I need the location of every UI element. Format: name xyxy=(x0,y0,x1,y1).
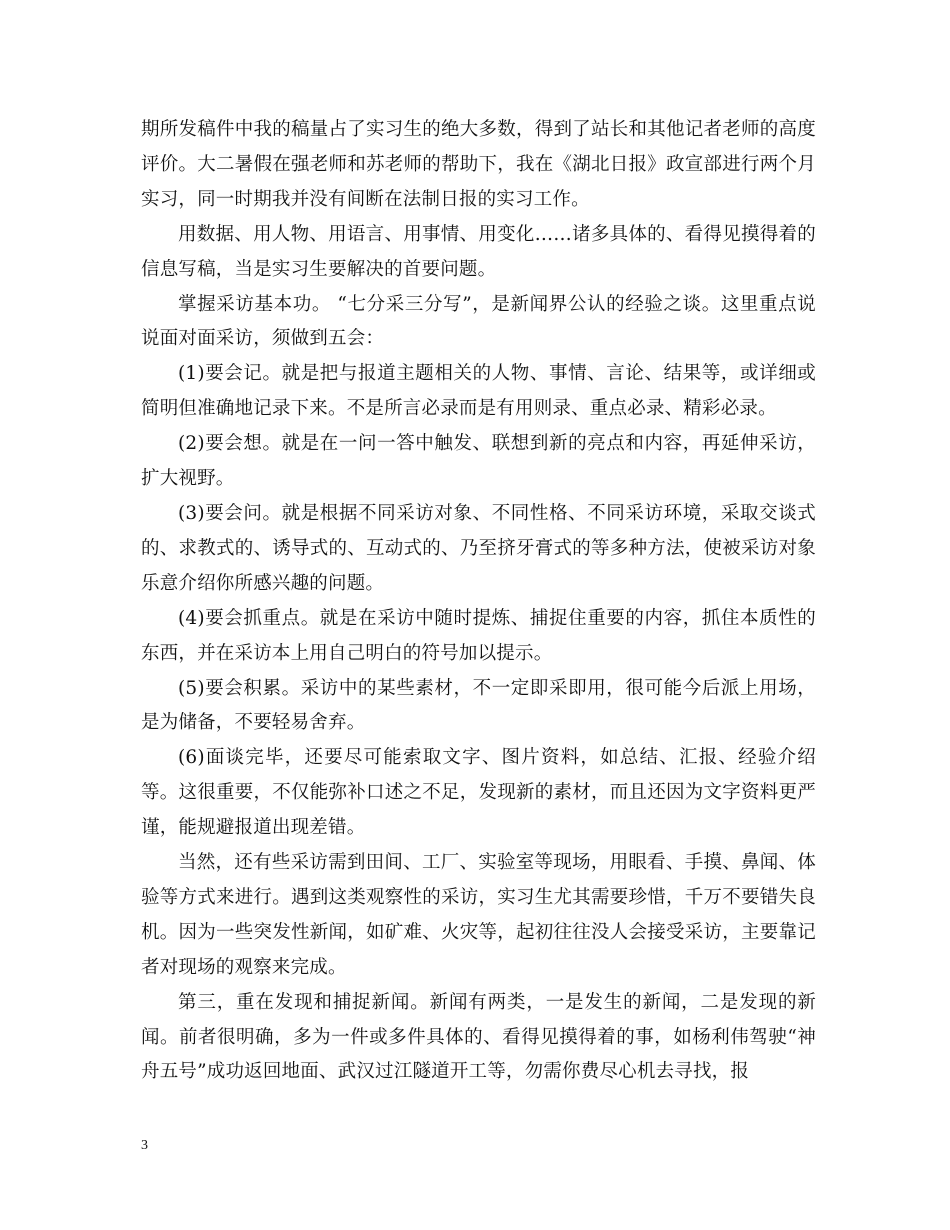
paragraph: 期所发稿件中我的稿量占了实习生的绝大多数，得到了站长和其他记者老师的高度评价。大二暑假在强老师和苏老师的帮助下，我在《湖北日报》政宣部进行两个月实习，同一时期我并没有间断在法制日报的实习工作。 xyxy=(141,119,816,210)
paragraph: 用数据、用人物、用语言、用事情、用变化……诸多具体的、看得见摸得着的信息写稿，当是实习生要解决的首要问题。 xyxy=(141,223,816,280)
paragraph: 当然，还有些采访需到田间、工厂、实验室等现场，用眼看、手摸、鼻闻、体验等方式来进行。遇到这类观察性的采访，实习生尤其需要珍惜，千万不要错失良机。因为一些突发性新闻，如矿难、火灾等，起初往往没人会接受采访，主要靠记者对现场的观察来完成。 xyxy=(141,852,816,978)
paragraph: (5)要会积累。采访中的某些素材，不一定即采即用，很可能今后派上用场，是为储备，不要轻易舍弃。 xyxy=(141,677,816,734)
paragraph: (3)要会问。就是根据不同采访对象、不同性格、不同采访环境，采取交谈式的、求教式的、诱导式的、互动式的、乃至挤牙膏式的等多种方法，使被采访对象乐意介绍你所感兴趣的问题。 xyxy=(141,502,816,594)
paragraph: (6)面谈完毕，还要尽可能索取文字、图片资料，如总结、汇报、经验介绍等。这很重要，不仅能弥补口述之不足，发现新的素材，而且还因为文字资料更严谨，能规避报道出现差错。 xyxy=(141,747,816,839)
page-number: 3 xyxy=(141,1138,148,1153)
paragraph: (4)要会抓重点。就是在采访中随时提炼、捕捉住重要的内容，抓住本质性的东西，并在采访本上用自己明白的符号加以提示。 xyxy=(141,607,816,664)
paragraph: (2)要会想。就是在一问一答中触发、联想到新的亮点和内容，再延伸采访，扩大视野。 xyxy=(141,433,816,490)
paragraph: 掌握采访基本功。 “七分采三分写”，是新闻界公认的经验之谈。这里重点说说面对面采访，须做到五会： xyxy=(141,293,816,350)
paragraph: (1)要会记。就是把与报道主题相关的人物、事情、言论、结果等，或详细或简明但准确地记录下来。不是所言必录而是有用则录、重点必录、精彩必录。 xyxy=(141,363,816,420)
paragraph: 第三，重在发现和捕捉新闻。新闻有两类，一是发生的新闻，二是发现的新闻。前者很明确，多为一件或多件具体的、看得见摸得着的事，如杨利伟驾驶“神舟五号”成功返回地面、武汉过江隧道开工等，勿需你费尽心机去寻找，报 xyxy=(141,991,816,1083)
body-text xyxy=(141,113,816,1090)
